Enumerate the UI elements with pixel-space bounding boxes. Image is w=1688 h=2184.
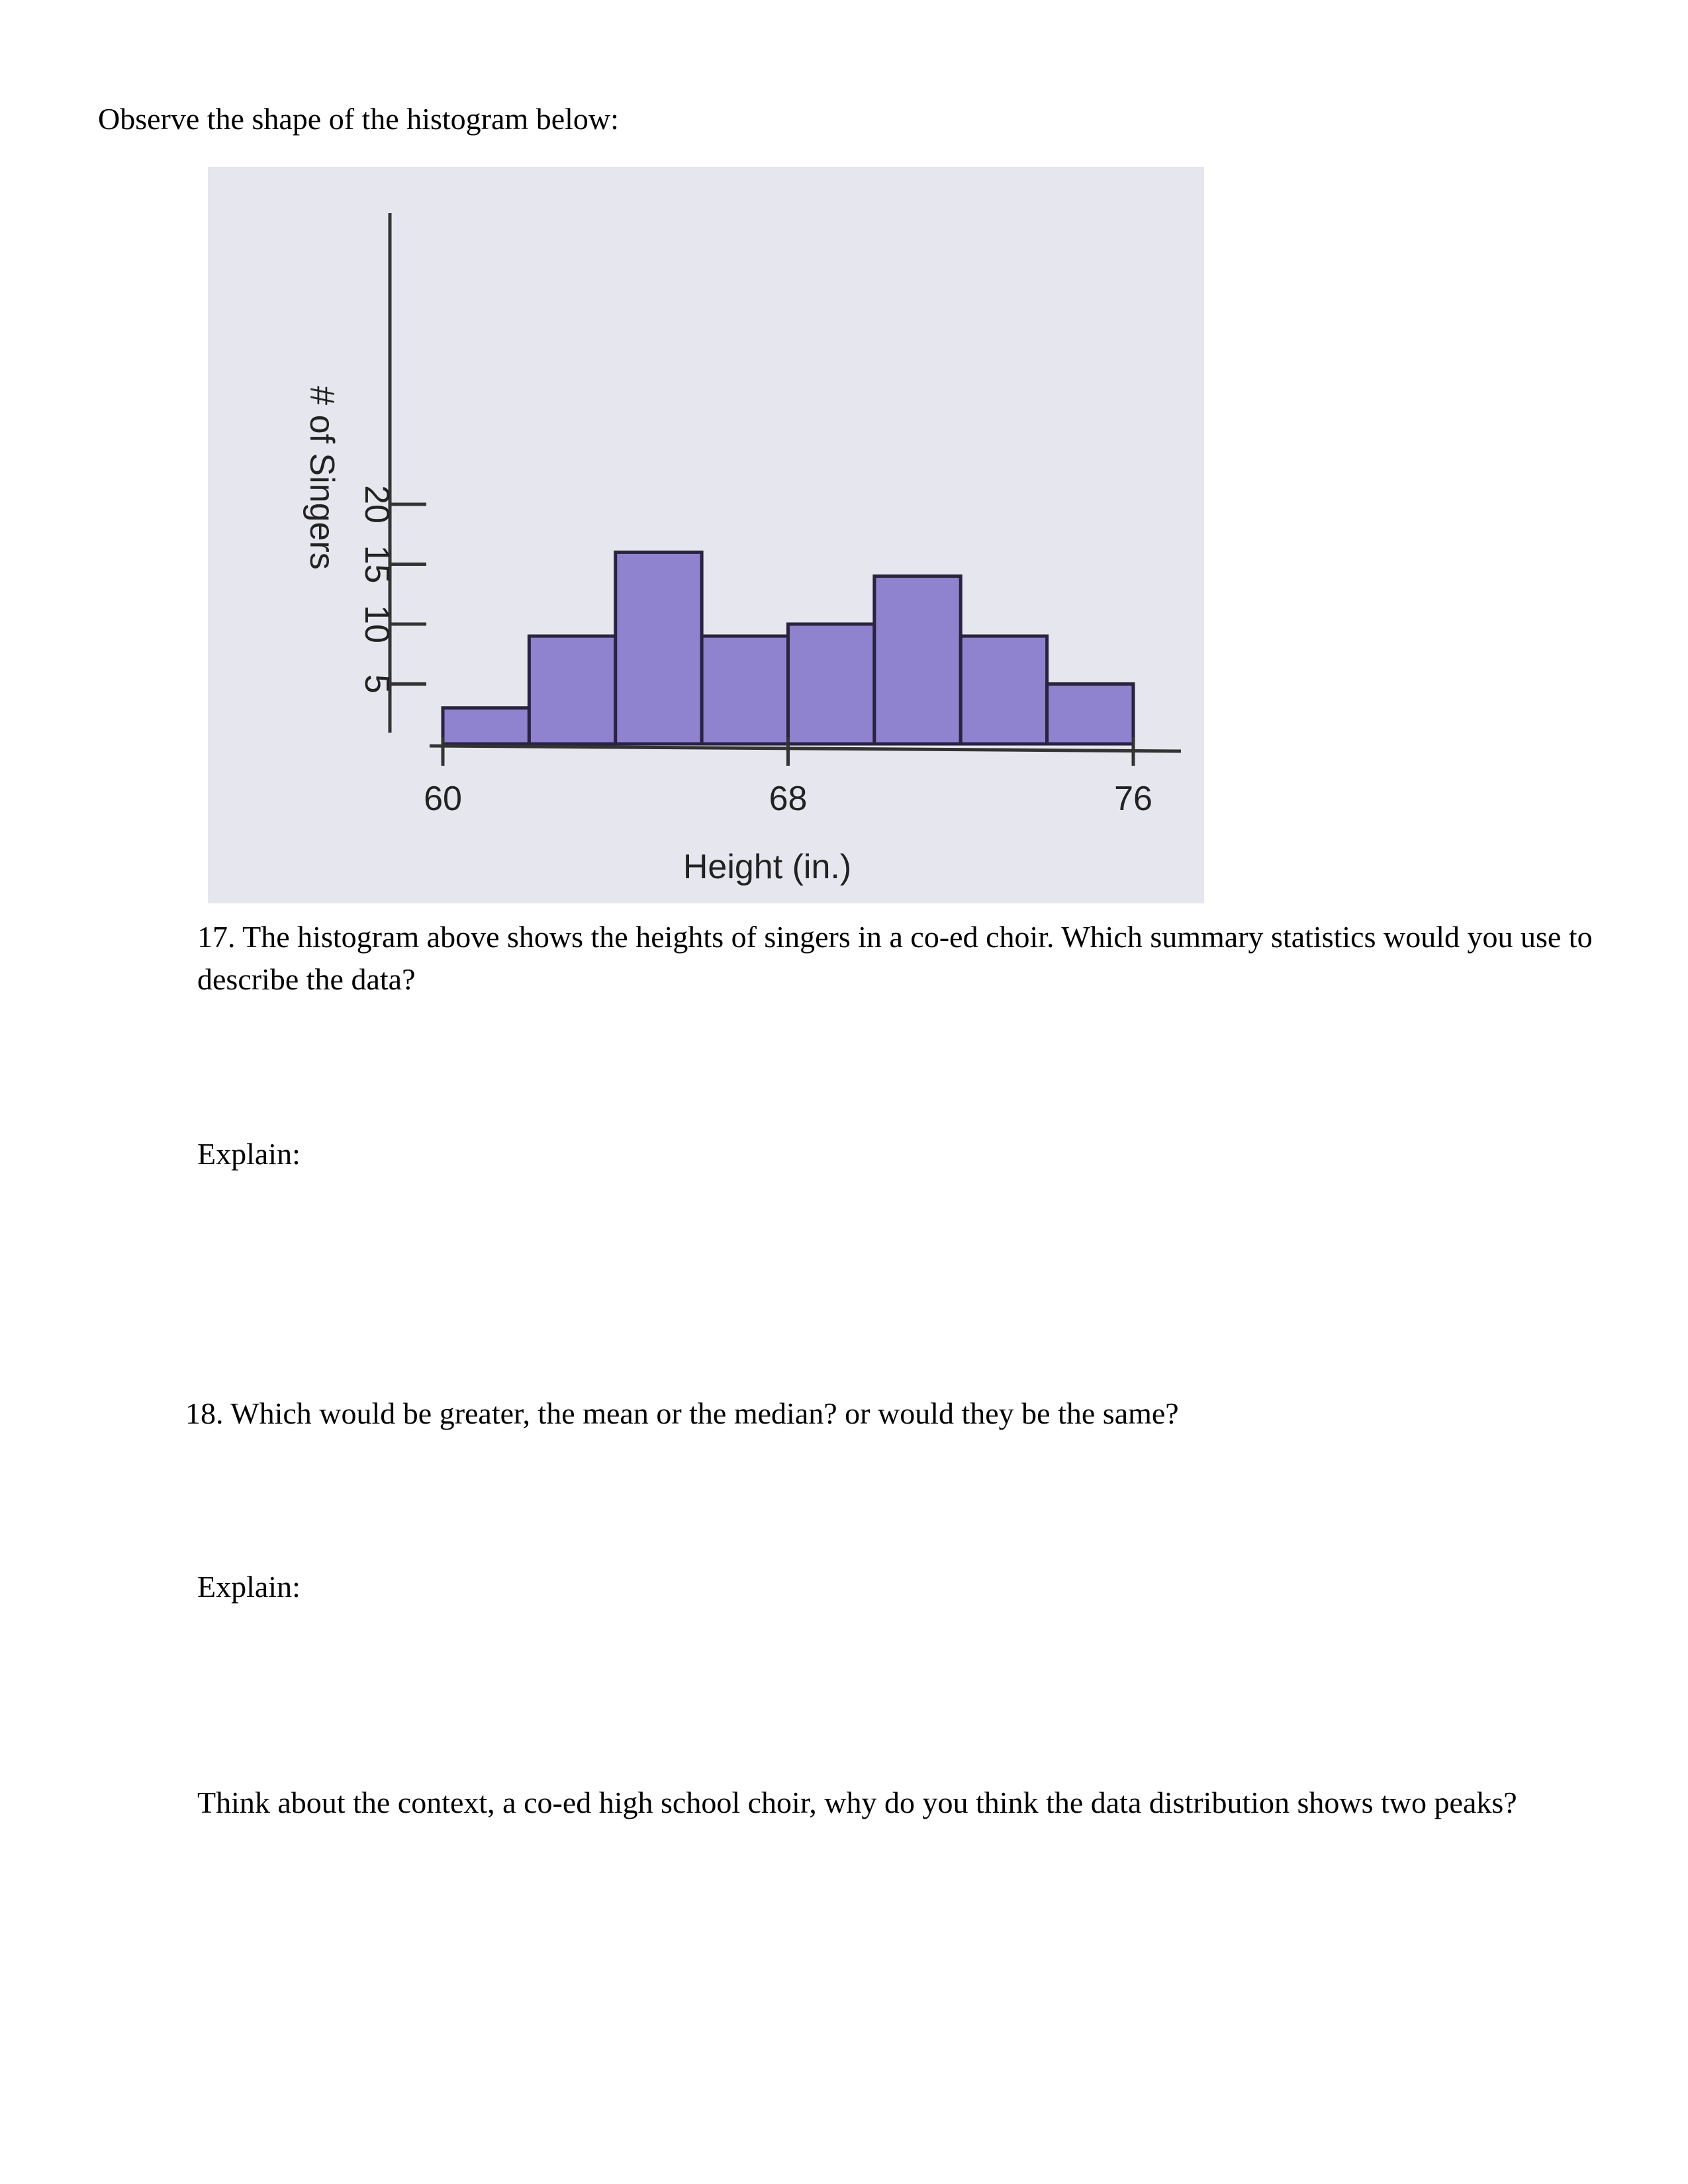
y-axis-title: # of Singers (303, 386, 341, 570)
x-axis-line (430, 746, 1181, 751)
y-tick-label: 5 (357, 674, 396, 694)
x-axis-title: Height (in.) (682, 848, 852, 886)
histogram-bar (616, 552, 702, 744)
explain-label-2: Explain: (197, 1570, 301, 1604)
question-18: 18. Which would be greater, the mean or the median? or would they be the same? (185, 1396, 1179, 1430)
histogram-bar (961, 636, 1047, 744)
x-tick-label: 68 (769, 780, 808, 818)
histogram-chart (208, 167, 1204, 903)
histogram-figure (208, 167, 1204, 903)
histogram-bar (702, 636, 788, 744)
question-19: Think about the context, a co-ed high school choir, why do you think the data distribution shows two peaks? (197, 1786, 1517, 1819)
histogram-bars (443, 552, 1133, 744)
histogram-bar (788, 624, 874, 744)
x-tick-label: 60 (424, 780, 462, 818)
y-tick-label: 15 (357, 545, 396, 584)
y-tick-label: 20 (357, 485, 396, 523)
histogram-bar (443, 708, 529, 744)
histogram-bar (874, 576, 961, 744)
explain-label-1: Explain: (197, 1137, 301, 1171)
intro-text: Observe the shape of the histogram below: (98, 102, 619, 136)
histogram-bar (1047, 684, 1133, 745)
x-tick-label: 76 (1114, 780, 1152, 818)
question-17: 17. The histogram above shows the heights of singers in a co-ed choir. Which summary statistics would you use to describe the data? (197, 920, 1593, 996)
histogram-bar (529, 636, 615, 744)
y-tick-label: 10 (357, 605, 396, 643)
